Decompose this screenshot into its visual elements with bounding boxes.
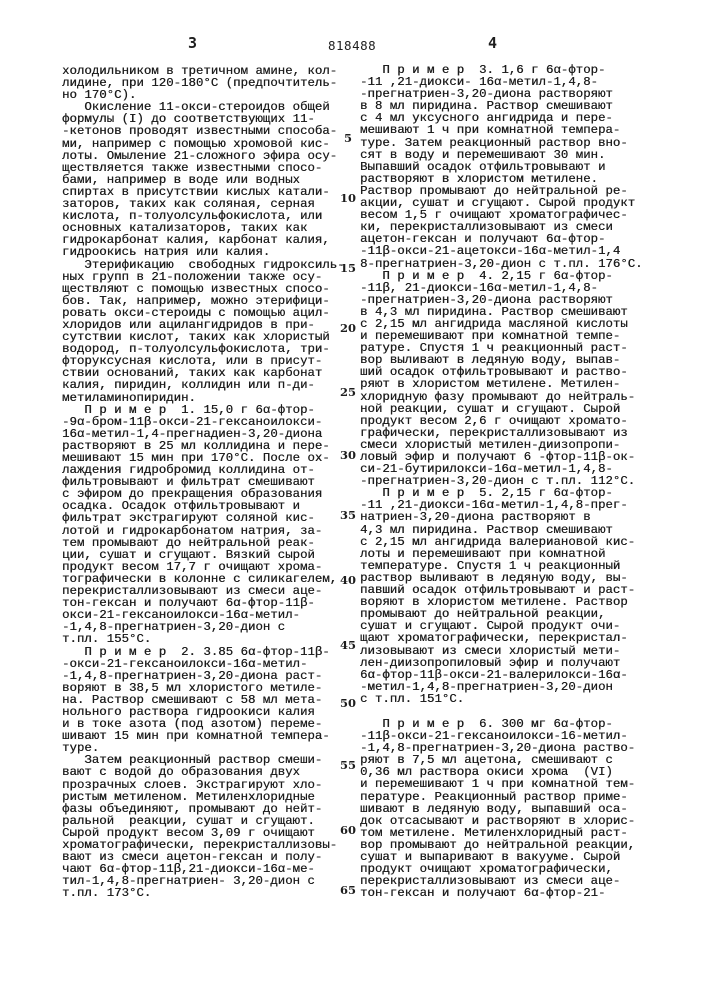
text-line: в 4,3 мл пиридина. Раствор смешивают [360, 306, 660, 318]
patent-number: 818488 [328, 38, 376, 53]
text-line: П р и м е р 5. 2,15 г 6α-фтор- [360, 487, 660, 499]
text-line: щают хроматографически, перекристал- [360, 632, 660, 644]
text-line: том метилене. Метиленхлоридный раст- [360, 827, 660, 839]
text-line: вают с водой до образования двух [62, 766, 347, 778]
text-line: -1,4,8-прегнатриен-3,20-дион с [62, 621, 347, 633]
text-line: сутствии кислот, таких как хлористый [62, 331, 347, 343]
line-number: 60 [338, 823, 358, 837]
text-line: окси-21-гексаноилокси-16α-метил- [62, 609, 347, 621]
text-line: продукт весом 2,6 г очищают хромато- [360, 415, 660, 427]
text-line: весом 1,5 г очищают хроматографичес- [360, 209, 660, 221]
text-line: ществляется также известными спосо- [62, 162, 347, 174]
text-line: ствии оснований, таких как карбонат [62, 367, 347, 379]
text-line: туре. [62, 742, 347, 754]
text-line: прозрачных слоев. Экстрагируют хло- [62, 779, 347, 791]
text-line: тем промывают до нейтральной реак- [62, 537, 347, 549]
text-line: с 2,15 мл ангидрида валериановой кис- [360, 536, 660, 548]
text-line: П р и м е р 2. 3.85 6α-фтор-11β- [62, 646, 347, 658]
line-number: 20 [338, 321, 358, 335]
text-line: ральной реакции, сушат и сгущают. [62, 815, 347, 827]
text-line: -прегнатриен-3,20-дион с т.пл. 112°С. [360, 475, 660, 487]
text-line: лизовывают из смеси хлористый мети- [360, 645, 660, 657]
text-line: осадка. Осадок отфильтровывают и [62, 500, 347, 512]
text-line: 16α-метил-1,4-прегнадиен-3,20-диона [62, 428, 347, 440]
text-line: ки, перекристаллизовывают из смеси [360, 221, 660, 233]
page-number-left: 3 [188, 34, 197, 52]
text-line: ной реакции, сушат и сгущают. Сырой [360, 403, 660, 415]
text-line: ристым метиленом. Метиленхлоридные [62, 791, 347, 803]
text-line: перекристаллизовывают из смеси аце- [62, 585, 347, 597]
text-line: -прегнатриен-3,20-диона растворяют [360, 88, 660, 100]
text-line: фазы объединяют, промывают до нейт- [62, 803, 347, 815]
text-line: лотой и гидрокарбонатом натрия, за- [62, 525, 347, 537]
text-line: шивают в ледяную воду, выпавший оса- [360, 803, 660, 815]
text-line: док отсасывают и растворяют в хлорис- [360, 815, 660, 827]
text-line: раствор выливают в ледяную воду, вы- [360, 572, 660, 584]
left-text-column [62, 65, 347, 899]
line-number: 25 [338, 385, 358, 399]
text-line: чают 6α-фтор-11β,21-диокси-16α-ме- [62, 863, 347, 875]
text-line: метиламинопиридин. [62, 392, 347, 404]
text-line: тон-гексан и получают 6α-фтор-21- [360, 887, 660, 899]
text-line: с 2,15 мл ангидрида масляной кислоты [360, 318, 660, 330]
text-line: промывают до нейтральной реакции, [360, 608, 660, 620]
text-line: сушат и выпаривают в вакууме. Сырой [360, 851, 660, 863]
line-number: 30 [338, 448, 358, 462]
text-line: павший осадок отфильтровывают и раст- [360, 584, 660, 596]
text-line: ции, сушат и сгущают. Вязкий сырой [62, 549, 347, 561]
line-number: 15 [338, 261, 358, 275]
text-line: вают из смеси ацетон-гексан и полу- [62, 851, 347, 863]
text-line: и перемешивают при комнатной темпе- [360, 330, 660, 342]
text-line: ловый эфир и получают 6 -фтор-11β-ок- [360, 451, 660, 463]
text-line: нольного раствора гидроокиси калия [62, 706, 347, 718]
text-line: тографически в колонне с силикагелем, [62, 573, 347, 585]
text-line: холодильником в третичном амине, кол- [62, 65, 347, 77]
text-line: Затем реакционный раствор смеши- [62, 754, 347, 766]
text-line: туре. Затем реакционный раствор вно- [360, 137, 660, 149]
text-line: кислота, п-толуолсульфокислота, или [62, 210, 347, 222]
text-line: фильтрат экстрагируют соляной кис- [62, 512, 347, 524]
text-line: П р и м е р 4. 2,15 г 6α-фтор- [360, 270, 660, 282]
text-line: калия, пиридин, коллидин или п-ди- [62, 379, 347, 391]
text-line: ровать окси-стероиды с помощью ацил- [62, 307, 347, 319]
text-line: лоты. Омыление 21-сложного эфира осу- [62, 150, 347, 162]
text-line: хроматографически, перекристаллизовы- [62, 839, 347, 851]
text-line: ряют в 7,5 мл ацетона, смешивают с [360, 754, 660, 766]
text-line: сушат и сгущают. Сырой продукт очи- [360, 620, 660, 632]
text-line: Выпавший осадок отфильтровывают и [360, 161, 660, 173]
text-line: -11 ,21-диокси- 16α-метил-1,4,8- [360, 76, 660, 88]
text-line: лен-диизопропиловый эфир и получают [360, 657, 660, 669]
page-number-right: 4 [488, 34, 497, 52]
right-text-column [360, 64, 660, 899]
text-line: акции, сушат и сгущают. Сырой продукт [360, 197, 660, 209]
text-line: Этерификацию свободных гидроксиль- [62, 259, 347, 271]
text-line: перекристаллизовывают из смеси аце- [360, 875, 660, 887]
text-line: шивают 15 мин при комнатной темпера- [62, 730, 347, 742]
text-line: П р и м е р 1. 15,0 г 6α-фтор- [62, 404, 347, 416]
text-line: сят в воду и перемешивают 30 мин. [360, 149, 660, 161]
text-line: основных катализаторов, таких как [62, 222, 347, 234]
text-line: в 8 мл пиридина. Раствор смешивают [360, 100, 660, 112]
text-line: заторов, таких как соляная, серная [62, 198, 347, 210]
text-line: лоты и перемешивают при комнатной [360, 548, 660, 560]
text-line: П р и м е р 3. 1,6 г 6α-фтор- [360, 64, 660, 76]
text-line: ацетон-гексан и получают 6α-фтор- [360, 233, 660, 245]
text-line: графически, перекристаллизовывают из [360, 427, 660, 439]
text-line: -метил-1,4,8-прегнатриен-3,20-дион [360, 681, 660, 693]
text-line: мешивают 1 ч при комнатной темпера- [360, 124, 660, 136]
right-column-examples-3-5 [360, 64, 660, 705]
text-line: П р и м е р 6. 300 мг 6α-фтор- [360, 718, 660, 730]
line-number: 50 [338, 696, 358, 710]
line-number: 55 [338, 758, 358, 772]
text-line: с т.пл. 151°С. [360, 693, 660, 705]
text-line: и в токе азота (под азотом) переме- [62, 718, 347, 730]
text-line: 0,36 мл раствора окиси хрома (VI) [360, 766, 660, 778]
line-number: 10 [338, 191, 358, 205]
line-number: 5 [338, 131, 358, 145]
text-line: растворяют в хлористом метилене. [360, 173, 660, 185]
text-line: растворяют в 25 мл коллидина и пере- [62, 440, 347, 452]
text-line: хлоридную фазу промывают до нейтраль- [360, 391, 660, 403]
text-line: -11 ,21-диокси-16α-метил-1,4,8-прег- [360, 499, 660, 511]
text-line: смеси хлористый метилен-диизопропи- [360, 439, 660, 451]
text-line: ных групп в 21-положении также осу- [62, 271, 347, 283]
text-line: си-21-бутирилокси-16α-метил-1,4,8- [360, 463, 660, 475]
text-line: температуре. Спустя 1 ч реакционный [360, 560, 660, 572]
line-number: 65 [338, 883, 358, 897]
text-line: на. Раствор смешивают с 58 мл мета- [62, 694, 347, 706]
text-line: -11β, 21-диокси-16α-метил-1,4,8- [360, 282, 660, 294]
text-line: т.пл. 173°С. [62, 887, 347, 899]
text-line: ряют в хлористом метилене. Метилен- [360, 378, 660, 390]
line-number: 45 [338, 638, 358, 652]
text-line: тон-гексан и получают 6α-фтор-11β- [62, 597, 347, 609]
right-column-example-6 [360, 718, 660, 899]
text-line: гидроокись натрия или калия. [62, 246, 347, 258]
text-line: тил-1,4,8-прегнатриен- 3,20-дион с [62, 875, 347, 887]
text-line: Окисление 11-окси-стероидов общей [62, 101, 347, 113]
text-line: 8-прегнатриен-3,20-дион с т.пл. 176°С. [360, 258, 660, 270]
text-line: гидрокарбонат калия, карбонат калия, [62, 234, 347, 246]
text-line: -1,4,8-прегнатриен-3,20-диона раство- [360, 742, 660, 754]
text-line: водород, п-толуолсульфокислота, три- [62, 343, 347, 355]
text-line: вор выливают в ледяную воду, выпав- [360, 354, 660, 366]
text-line: продукт весом 17,7 г очищают хрома- [62, 561, 347, 573]
text-line: продукт очищают хроматографически, [360, 863, 660, 875]
text-line: -прегнатриен-3,20-диона растворяют [360, 294, 660, 306]
text-line: лидине, при 120-180°С (предпочтитель- [62, 77, 347, 89]
text-line: хлоридов или ацилангидридов в при- [62, 319, 347, 331]
text-line: но 170°С). [62, 89, 347, 101]
text-line: лаждения гидробромид коллидина от- [62, 464, 347, 476]
text-line: формулы (I) до соответствующих 11- [62, 113, 347, 125]
text-line: Раствор промывают до нейтральной ре- [360, 185, 660, 197]
text-line: воряют в хлористом метилене. Раствор [360, 596, 660, 608]
text-line: фильтровывают и фильтрат смешивают [62, 476, 347, 488]
text-line: -11β-окси-21-гексаноилокси-16-метил- [360, 730, 660, 742]
text-line: и перемешивают 1 ч при комнатной тем- [360, 778, 660, 790]
text-line: фторуксусная кислота, или в присут- [62, 355, 347, 367]
text-line: Сырой продукт весом 3,09 г очищают [62, 827, 347, 839]
text-line: т.пл. 155°С. [62, 633, 347, 645]
text-line: 6α-фтор-11β-окси-21-валерилокси-16α- [360, 669, 660, 681]
text-line: ший осадок отфильтровывают и раство- [360, 366, 660, 378]
text-line: с эфиром до прекращения образования [62, 488, 347, 500]
text-line: пературе. Реакционный раствор приме- [360, 791, 660, 803]
text-line: натриен-3,20-диона растворяют в [360, 511, 660, 523]
text-line: спиртах в присутствии кислых катали- [62, 186, 347, 198]
text-line: -окси-21-гексаноилокси-16α-метил- [62, 658, 347, 670]
text-line: воряют в 38,5 мл хлористого метиле- [62, 682, 347, 694]
text-line: -11β-окси-21-ацетокси-16α-метил-1,4 [360, 245, 660, 257]
line-number: 40 [338, 573, 358, 587]
text-line: -9α-бром-11β-окси-21-гексаноилокси- [62, 416, 347, 428]
text-line: с 4 мл уксусного ангидрида и пере- [360, 112, 660, 124]
text-line: бов. Так, например, можно этерифици- [62, 295, 347, 307]
text-line: -кетонов проводят известными способа- [62, 125, 347, 137]
text-line: вор промывают до нейтральной реакции, [360, 839, 660, 851]
text-line: -1,4,8-прегнатриен-3,20-диона раст- [62, 670, 347, 682]
text-line: 4,3 мл пиридина. Раствор смешивают [360, 524, 660, 536]
line-number: 35 [338, 508, 358, 522]
text-line: ми, например с помощью хромовой кис- [62, 138, 347, 150]
text-line: ществляют с помощью известных спосо- [62, 283, 347, 295]
text-line: бами, например в воде или водных [62, 174, 347, 186]
text-line: мешивают 15 мин при 170°С. После ох- [62, 452, 347, 464]
text-line: ратуре. Спустя 1 ч реакционный раст- [360, 342, 660, 354]
